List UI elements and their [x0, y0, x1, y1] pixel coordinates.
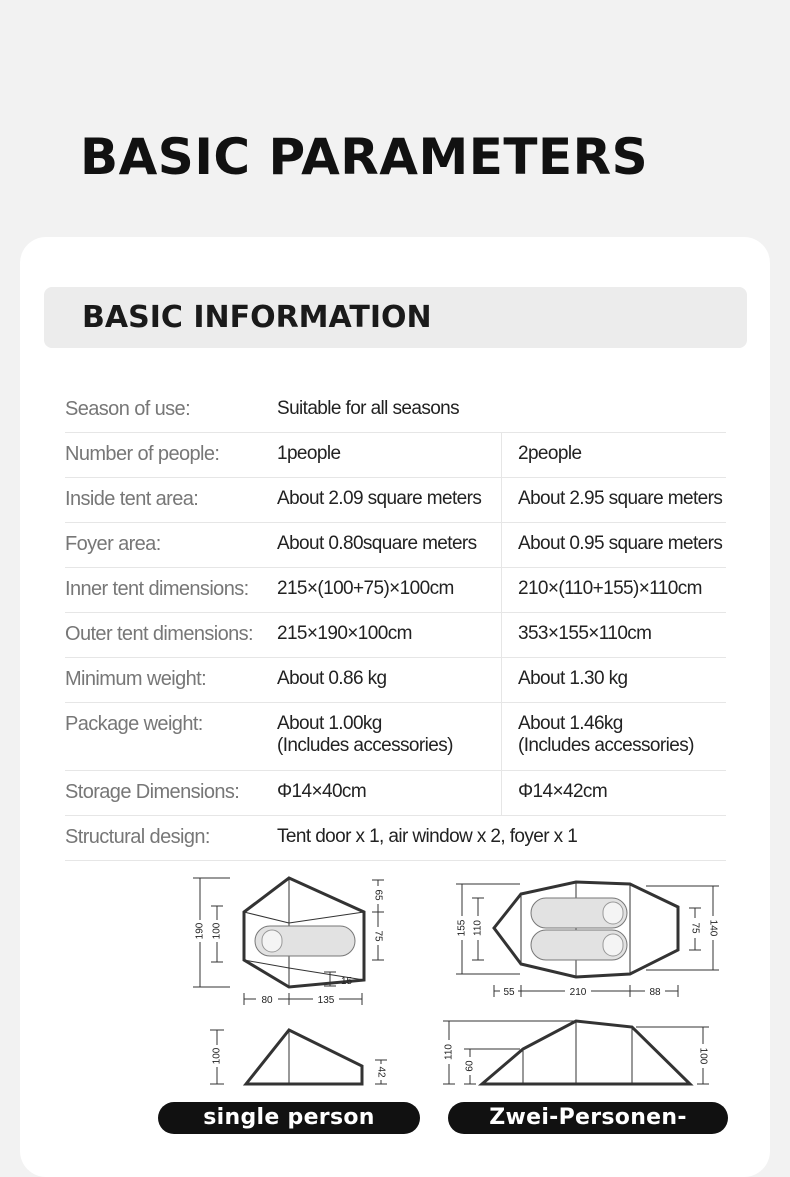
dim-double-height-inner: 110	[472, 920, 484, 936]
spec-value-double: About 2.95 square meters	[502, 478, 727, 523]
spec-label: Foyer area:	[65, 523, 277, 568]
single-side-view	[210, 1030, 387, 1084]
spec-value-double: 353×155×110cm	[502, 613, 727, 658]
section-title: BASIC INFORMATION	[82, 300, 432, 335]
spec-value-single: 1people	[277, 433, 502, 478]
spec-value-double: 210×(110+155)×110cm	[502, 568, 727, 613]
spec-label: Storage Dimensions:	[65, 771, 277, 816]
single-version-label: single person version	[158, 1102, 420, 1134]
dim-single-side-height: 100	[211, 1047, 223, 1065]
dim-single-foyer-len: 80	[261, 995, 273, 1006]
accessories-note: (Includes accessories)	[277, 735, 453, 756]
weight-line: About 1.46kg	[518, 713, 623, 734]
spec-value-single: Φ14×40cm	[277, 771, 502, 816]
dim-double-right-inner: 75	[689, 922, 701, 934]
spec-value-single: About 0.86 kg	[277, 658, 502, 703]
page-title: BASIC PARAMETERS	[80, 128, 649, 186]
spec-value: Suitable for all seasons	[277, 388, 726, 433]
dim-double-middle: 210	[569, 987, 587, 998]
spec-label: Season of use:	[65, 388, 277, 433]
spec-value-single: 215×190×100cm	[277, 613, 502, 658]
dim-double-rear: 88	[649, 987, 661, 998]
dim-double-rear-height: 100	[697, 1047, 709, 1065]
spec-value-single: About 0.80square meters	[277, 523, 502, 568]
spec-value-double: 2people	[502, 433, 727, 478]
dim-single-height-outer: 190	[194, 922, 206, 940]
double-side-view	[443, 1021, 709, 1084]
spec-label: Minimum weight:	[65, 658, 277, 703]
spec-value-double: About 1.30 kg	[502, 658, 727, 703]
dim-double-right-outer: 140	[707, 919, 719, 937]
dim-double-side-height: 110	[443, 1044, 455, 1060]
dim-single-height-inner: 100	[211, 922, 223, 940]
dim-single-end-height: 42	[375, 1066, 387, 1078]
dim-single-inner-len: 135	[317, 995, 335, 1006]
spec-label: Outer tent dimensions:	[65, 613, 277, 658]
dim-double-height-outer: 155	[456, 919, 468, 937]
spec-value-double: Φ14×42cm	[502, 771, 727, 816]
dim-double-front: 55	[503, 987, 515, 998]
spec-value-single: 215×(100+75)×100cm	[277, 568, 502, 613]
spec-label: Package weight:	[65, 703, 277, 771]
spec-value-double: About 0.95 square meters	[502, 523, 727, 568]
spec-label: Inside tent area:	[65, 478, 277, 523]
dim-double-front-height: 60	[464, 1060, 476, 1072]
dim-single-foyer-gap: 15	[341, 976, 353, 987]
spec-label: Structural design:	[65, 816, 277, 861]
dim-single-top-right: 65	[372, 889, 384, 901]
spec-label: Number of people:	[65, 433, 277, 478]
double-top-view	[456, 882, 719, 997]
weight-line: About 1.00kg	[277, 713, 382, 734]
dim-single-right: 75	[372, 930, 384, 942]
spec-label: Inner tent dimensions:	[65, 568, 277, 613]
accessories-note: (Includes accessories)	[518, 735, 694, 756]
double-version-label: Zwei-Personen-Version	[448, 1102, 728, 1134]
spec-value-single: About 2.09 square meters	[277, 478, 502, 523]
spec-value: Tent door x 1, air window x 2, foyer x 1	[277, 816, 726, 861]
